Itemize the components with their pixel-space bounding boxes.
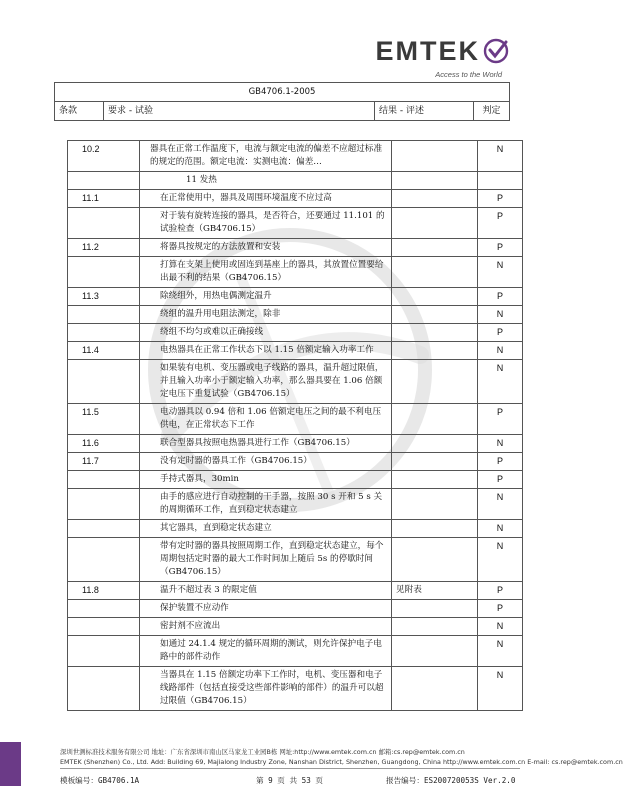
requirement-cell: 除绕组外，用热电偶测定温升 [140,288,392,306]
clause-cell [68,257,140,288]
clause-cell [68,520,140,538]
verdict-cell: P [478,582,523,600]
result-cell [392,324,478,342]
requirement-cell: 联合型器具按照电热器具进行工作（GB4706.15） [140,435,392,453]
table-row [68,208,523,239]
clause-cell [68,489,140,520]
verdict-cell: N [478,257,523,288]
clause-cell [68,636,140,667]
result-cell [392,435,478,453]
table-row [68,471,523,489]
requirement-cell: 如通过 24.1.4 规定的循环周期的测试，则允许保护电子电路中的部件动作 [140,636,392,667]
table-row [68,618,523,636]
verdict-cell: N [478,306,523,324]
verdict-cell: N [478,342,523,360]
verdict-cell [478,172,523,190]
table-row [68,636,523,667]
requirement-cell: 密封剂不应流出 [140,618,392,636]
requirement-cell: 其它器具，直到稳定状态建立 [140,520,392,538]
verdict-cell: P [478,288,523,306]
requirement-cell: 如果装有电机、变压器或电子线路的器具，温升超过限值，并且输入功率小于额定输入功率，那么器具要在 1.06 倍额定电压下重复试验（GB4706.15） [140,360,392,404]
requirement-cell: 11 发热 [140,172,392,190]
table-row [68,489,523,520]
page-number: 第 9 页 共 53 页 [256,776,323,785]
table-row [68,257,523,288]
footer-address-en: EMTEK (Shenzhen) Co., Ltd. Add: Building 69, Majialong Industry Zone, Nanshan District, Shenzhen, Guangdong, China http://www.emtek.com.cn E-mail: cs.rep@emtek.com.cn [60,758,623,766]
requirement-cell: 打算在支架上使用或固连到基座上的器具，其放置位置要给出最不利的结果（GB4706.15） [140,257,392,288]
result-cell [392,636,478,667]
result-cell [392,520,478,538]
requirement-header: 要求 - 试验 [104,102,375,121]
requirement-cell: 温升不超过表 3 的限定值 [140,582,392,600]
requirement-cell: 绕组的温升用电阻法测定，除非 [140,306,392,324]
result-cell [392,190,478,208]
template-number: 模板编号：GB4706.1A [60,776,140,785]
requirement-cell: 在正常使用中，器具及周围环境温度不应过高 [140,190,392,208]
verdict-cell: P [478,453,523,471]
requirement-cell: 保护装置不应动作 [140,600,392,618]
result-cell [392,489,478,520]
result-cell [392,208,478,239]
clause-cell [68,471,140,489]
checkmark-logo-icon [482,37,510,65]
requirement-cell: 当器具在 1.15 倍额定功率下工作时，电机、变压器和电子线路部件（包括直接受这些部件影响的部件）的温升可以超过限值（GB4706.15） [140,667,392,711]
requirement-cell: 带有定时器的器具按照周期工作，直到稳定状态建立，每个周期包括定时器的最大工作时间加上随后 5s 的停歇时间（GB4706.15） [140,538,392,582]
clause-cell [68,306,140,324]
result-cell [392,306,478,324]
table-row [68,582,523,600]
verdict-cell: N [478,435,523,453]
verdict-cell: N [478,636,523,667]
table-row [68,324,523,342]
result-cell [392,618,478,636]
verdict-cell: P [478,600,523,618]
table-row [68,342,523,360]
requirement-cell: 对于装有旋转连接的器具，是否符合，还要通过 11.101 的试验检查（GB4706.15） [140,208,392,239]
standard-number: GB4706.1-2005 [55,83,510,102]
table-row [68,288,523,306]
clause-cell [68,324,140,342]
table-row [68,667,523,711]
clause-cell: 11.7 [68,453,140,471]
table-row [68,306,523,324]
table-row [68,600,523,618]
result-cell [392,257,478,288]
verdict-cell: N [478,618,523,636]
result-cell [392,288,478,306]
requirement-cell: 电热器具在正常工作状态下以 1.15 倍额定输入功率工作 [140,342,392,360]
result-header: 结果 - 评述 [375,102,474,121]
clause-cell: 11.2 [68,239,140,257]
verdict-cell: N [478,520,523,538]
clause-cell [68,600,140,618]
clause-cell: 10.2 [68,141,140,172]
verdict-cell: P [478,404,523,435]
clause-cell: 11.5 [68,404,140,435]
clause-cell: 11.3 [68,288,140,306]
clause-cell [68,360,140,404]
result-cell [392,667,478,711]
requirement-cell: 由手的感应进行自动控制的干手器，按照 30 s 开和 5 s 关的周期循环工作，直到稳定状态建立 [140,489,392,520]
clause-cell: 11.6 [68,435,140,453]
requirements-table [67,140,523,711]
footer-accent-bar [0,742,21,786]
verdict-header: 判定 [474,102,510,121]
clause-cell [68,667,140,711]
requirement-cell: 电动器具以 0.94 倍和 1.06 倍额定电压之间的最不利电压供电，在正常状态下工作 [140,404,392,435]
result-cell [392,141,478,172]
result-cell [392,404,478,435]
brand-name: EMTEK [375,36,480,66]
result-cell [392,172,478,190]
report-header-table [54,82,510,121]
footer-address-cn: 深圳世测标准技术服务有限公司 地址：广东省深圳市南山区马家龙工业园B栋 网址:http://www.emtek.com.cn 邮箱:cs.rep@emtek.com.cn [60,748,465,756]
clause-cell: 11.4 [68,342,140,360]
table-row [68,404,523,435]
table-row [68,239,523,257]
requirement-cell: 将器具按规定的方法放置和安装 [140,239,392,257]
result-cell [392,360,478,404]
clause-cell: 11.1 [68,190,140,208]
table-row [68,190,523,208]
verdict-cell: P [478,190,523,208]
company-logo [376,36,511,79]
verdict-cell: N [478,489,523,520]
brand-tagline: Access to the World [435,70,502,79]
table-row [68,360,523,404]
verdict-cell: P [478,239,523,257]
clause-cell [68,208,140,239]
clause-cell [68,538,140,582]
verdict-cell: N [478,360,523,404]
requirement-cell: 器具在正常工作温度下，电流与额定电流的偏差不应超过标准的规定的范围。额定电流：实测电流：偏差… [140,141,392,172]
requirement-cell: 没有定时器的器具工作（GB4706.15） [140,453,392,471]
result-cell [392,342,478,360]
table-row [68,435,523,453]
verdict-cell: N [478,141,523,172]
clause-cell [68,618,140,636]
verdict-cell: N [478,538,523,582]
result-cell: 见附表 [392,582,478,600]
result-cell [392,538,478,582]
table-row [68,141,523,172]
clause-cell: 11.8 [68,582,140,600]
table-row [68,172,523,190]
table-row [68,538,523,582]
result-cell [392,453,478,471]
result-cell [392,239,478,257]
result-cell [392,471,478,489]
requirement-cell: 手持式器具，30min [140,471,392,489]
verdict-cell: P [478,471,523,489]
table-row [68,453,523,471]
clause-cell [68,172,140,190]
result-cell [392,600,478,618]
report-number: 报告编号：ES200720053S Ver.2.0 [386,776,516,785]
verdict-cell: N [478,667,523,711]
verdict-cell: P [478,208,523,239]
requirement-cell: 绕组不均匀或难以正确接线 [140,324,392,342]
verdict-cell: P [478,324,523,342]
clause-header: 条款 [55,102,104,121]
footer-divider [60,768,520,769]
table-row [68,520,523,538]
